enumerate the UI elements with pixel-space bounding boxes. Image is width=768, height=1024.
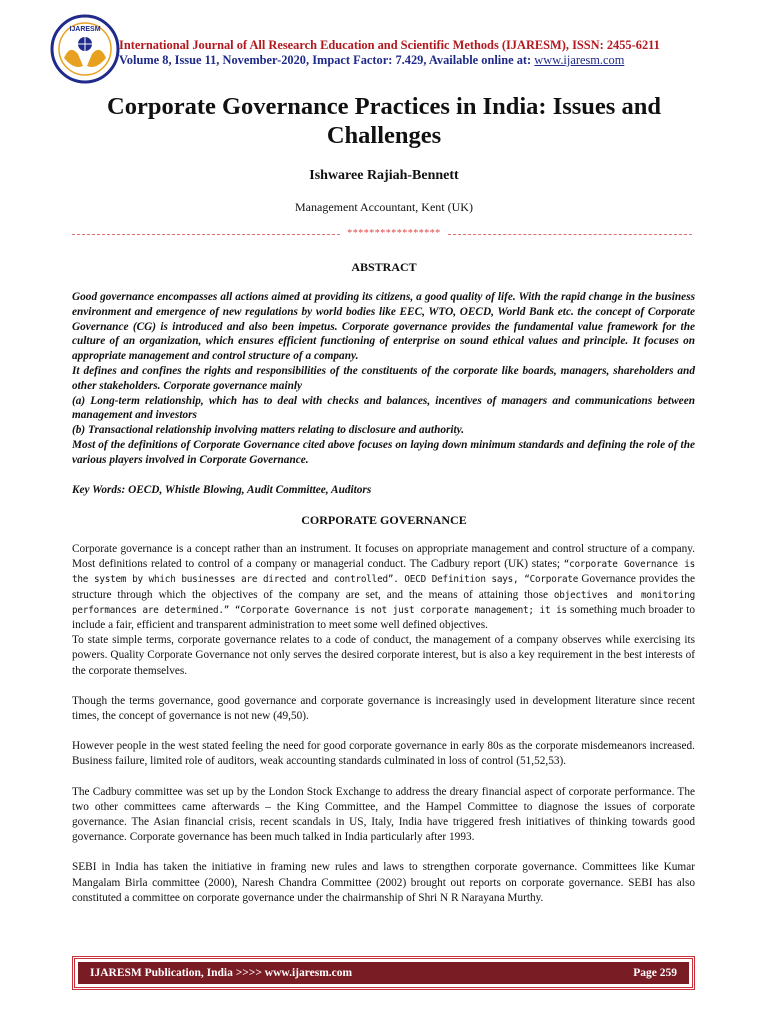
page-footer [72, 956, 695, 990]
abstract-paragraph: (b) Transactional relationship involving matters relating to disclosure and authority. [72, 424, 465, 437]
journal-line: International Journal of All Research Education and Scientific Methods (IJARESM), ISSN: 2455-6211 [119, 38, 660, 52]
text-run: Governance provides the structure through which the objectives of the company are set, and the means of attaining those [72, 573, 695, 601]
body-paragraph: However people in the west stated feeling the need for good corporate governance in early 80s as the corporate misdemeanors increased. Business failure, limited role of auditors, weak accounting standards culminated in loss of control (51,52,53). [72, 740, 695, 768]
journal-website-link[interactable]: www.ijaresm.com [534, 53, 625, 67]
text-run: Corporate governance is a concept rather than an instrument. It focuses on appropriate management and control structure of a company. Most definitions related to control of a company or managerial conduct. The Cadbury report (UK) states; [72, 543, 695, 571]
abstract-body [72, 290, 695, 468]
keywords: Key Words: OECD, Whistle Blowing, Audit Committee, Auditors [72, 484, 372, 496]
abstract-heading: ABSTRACT [351, 260, 417, 274]
author-affiliation: Management Accountant, Kent (UK) [295, 200, 473, 214]
body-paragraph [72, 542, 695, 633]
logo-text: IJARESM [69, 26, 101, 33]
footer-band [78, 962, 689, 984]
abstract-paragraph: Most of the definitions of Corporate Governance cited above focuses on laying down minimum standards and defining the role of the various players involved in Corporate Governance. [72, 438, 695, 466]
divider-dash-right [448, 234, 692, 235]
journal-logo [50, 14, 120, 84]
author-name: Ishwaree Rajiah-Bennett [309, 168, 459, 183]
section-body [72, 542, 695, 921]
issue-info: Volume 8, Issue 11, November-2020, Impact Factor: 7.429, Available online at: [119, 53, 535, 67]
section-divider [72, 229, 692, 241]
body-paragraph: To state simple terms, corporate governance relates to a code of conduct, the management of a company observes while exercising its powers. Quality Corporate Governance not only serves the desired corporate interest, but is also a key requirement in the best interests of the corporate themselves. [72, 634, 695, 677]
page-number: Page 259 [633, 967, 677, 979]
section-heading: CORPORATE GOVERNANCE [301, 513, 467, 527]
footer-publisher: IJARESM Publication, India >>>> www.ijaresm.com [90, 967, 353, 979]
article-title: Corporate Governance Practices in India: Issues and Challenges [107, 93, 661, 149]
quote-run: “corporate Governance is the system by which businesses are directed and controlled”. OECD Definition says, “Corporate [72, 559, 695, 586]
abstract-paragraph: (a) Long-term relationship, which has to deal with checks and balances, incentives of managers and communications between management and investors [72, 394, 695, 422]
body-paragraph: SEBI in India has taken the initiative in framing new rules and laws to strengthen corporate governance. Committees like Kumar Mangalam Birla committee (2000), Naresh Chandra Committee (2002) brought out reports on corporate governance. SEBI has also constituted a committee on corporate governance under the chairmanship of Shri N R Narayana Murthy. [72, 861, 695, 904]
text-run: something much broader to include a fair, efficient and transparent administration to meet some well defined objectives. [72, 603, 695, 632]
divider-dash-left [72, 234, 340, 235]
divider-stars: ***************** [347, 228, 441, 239]
abstract-paragraph: It defines and confines the rights and responsibilities of the constituents of the corporate like boards, managers, shareholders and other stakeholders. Corporate governance mainly [72, 364, 695, 392]
body-paragraph: Though the terms governance, good governance and corporate governance is increasingly used in development literature since recent times, the concept of governance is not new (49,50). [72, 694, 695, 723]
abstract-paragraph: Good governance encompasses all actions aimed at providing its citizens, a good quality of life. With the rapid change in the business environment and emergence of new regulations by world bodies like EEC, WTO, OECD, World Bank etc. the concept of Corporate Governance (CG) is introduced and also been impetus. Corporate governance provides the fundamental value framework for the culture of an organization, which ensures efficient functioning of enterprise on sound ethical values and principle. It focuses on appropriate management and control structure of a company. [72, 291, 695, 363]
body-paragraph: The Cadbury committee was set up by the London Stock Exchange to address the dreary financial aspect of corporate performance. The two other committees came afterwards – the King Committee, and the Hampel Committee to diagnose the issues of corporate governance. The Asian financial crisis, recent scandals in US, Italy, India have triggered fresh initiatives of thinking towards good governance. Corporate governance has been much talked in India particularly after 1993. [72, 785, 695, 844]
quote-run: objectives and monitoring performances are determined.” “Corporate Governance is not just corporate management; it is [72, 589, 695, 616]
issue-line [119, 53, 624, 68]
